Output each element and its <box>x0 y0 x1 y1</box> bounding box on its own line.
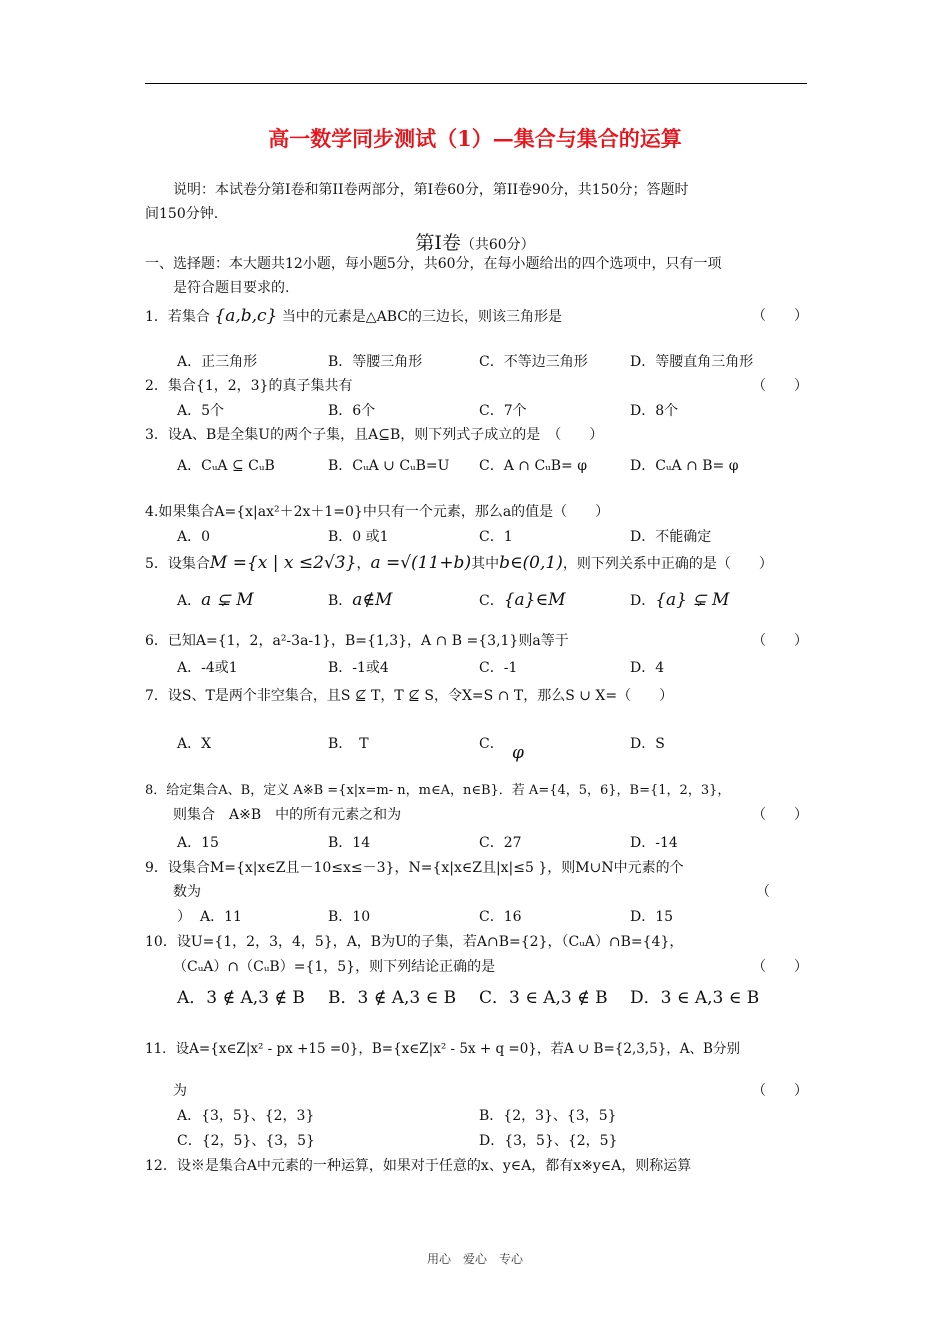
q7-option-c: C． <box>479 736 504 752</box>
q8-option-b: B．14 <box>328 835 371 851</box>
q7-option-c-phi: φ <box>512 743 524 763</box>
q5-a-expr: a =√(11+b) <box>370 553 472 573</box>
q6-answer-paren: （ ） <box>752 633 808 649</box>
q6-option-c: C．-1 <box>479 660 518 676</box>
q2-option-a: A．5个 <box>177 403 225 419</box>
q2-stem: 2．集合{1，2，3}的真子集共有 <box>145 378 353 394</box>
q4-option-d: D．不能确定 <box>630 529 712 545</box>
page-footer: 用心 爱心 专心 <box>426 1252 523 1266</box>
q9-option-b: B．10 <box>328 909 371 925</box>
q5-option-c: C．{a}∈M <box>479 590 566 610</box>
q8-stem-line-2: 则集合 A※B 中的所有元素之和为 <box>173 807 402 823</box>
q6-option-d: D．4 <box>630 660 665 676</box>
q9-stem-line-2: 数为 <box>173 884 201 900</box>
q10-answer-paren: （ ） <box>752 959 808 975</box>
q10-option-d: D．3 ∈ A,3 ∈ B <box>630 988 760 1008</box>
q5-set-m: M ={x | x ≤2√3} <box>209 553 357 573</box>
q7-stem: 7．设S、T是两个非空集合，且S ⊈ T，T ⊈ S，令X=S ∩ T，那么S ∪ X=（ ） <box>145 688 674 704</box>
part1-line-2: 是符合题目要求的. <box>173 280 290 296</box>
q8-answer-paren: （ ） <box>752 807 808 823</box>
q11-answer-paren: （ ） <box>752 1083 808 1099</box>
q4-stem: 4.如果集合A={x|ax²＋2x＋1=0}中只有一个元素，那么a的值是（ ） <box>145 504 610 520</box>
q8-option-d: D．-14 <box>630 835 678 851</box>
q4-option-b: B．0 或1 <box>328 529 389 545</box>
page-title: 高一数学同步测试（1）—集合与集合的运算 <box>268 126 682 151</box>
q1-answer-paren: （ ） <box>752 308 808 324</box>
q12-stem: 12．设※是集合A中元素的一种运算，如果对于任意的x、y∈A，都有x※y∈A，则称运算 <box>145 1158 692 1174</box>
q1-option-b: B．等腰三角形 <box>328 354 423 370</box>
q10-stem-line-2: （CᵤA）∩（CᵤB）={1，5}，则下列结论正确的是 <box>173 959 496 975</box>
intro-line-1: 说明：本试卷分第Ⅰ卷和第II卷两部分，第Ⅰ卷60分，第II卷90分，共150分；答题时 <box>173 182 689 198</box>
q2-option-b: B．6个 <box>328 403 376 419</box>
q8-option-a: A．15 <box>177 835 219 851</box>
q5-option-d: D．{a} ⊊ M <box>630 590 730 610</box>
q11-option-c: C．{2，5}、{3，5} <box>177 1133 315 1149</box>
q6-stem: 6．已知A={1，2，a²-3a-1}，B={1,3}，A ∩ B ={3,1}则a等于 <box>145 633 569 649</box>
q6-option-b: B．-1或4 <box>328 660 389 676</box>
header-rule <box>145 83 807 84</box>
q3-option-d: D．CᵤA ∩ B= φ <box>630 458 739 474</box>
q7-option-a: A．X <box>177 736 212 752</box>
q1-set: {a,b,c} <box>214 306 278 326</box>
part1-line-1: 一、选择题：本大题共12小题，每小题5分，共60分，在每小题给出的四个选项中，只有一项 <box>145 256 722 272</box>
q6-option-a: A．-4或1 <box>177 660 238 676</box>
q3-option-c: C．A ∩ CᵤB= φ <box>479 458 588 474</box>
q9-option-d: D．15 <box>630 909 674 925</box>
q4-option-a: A．0 <box>177 529 211 545</box>
q5-stem: 5．设集合M ={x | x ≤2√3}，a =√(11+b)其中b∈(0,1)，则下列关系中正确的是（ ） <box>145 553 773 573</box>
q8-option-c: C．27 <box>479 835 522 851</box>
q10-option-a: A．3 ∉ A,3 ∉ B <box>177 988 305 1008</box>
intro-line-2: 间150分钟. <box>145 206 219 222</box>
q8-stem-line-1: 8．给定集合A、B，定义 A※B ={x|x=m- n，m∈A，n∈B}．若 A={4，5，6}，B={1，2，3}， <box>145 783 731 798</box>
q5-b-expr: b∈(0,1) <box>499 553 563 573</box>
q9-option-a: A．11 <box>200 909 242 925</box>
q7-option-b: B． T <box>328 736 369 752</box>
q11-option-a: A．{3，5}、{2，3} <box>177 1108 315 1124</box>
section-heading <box>0 228 950 255</box>
q3-stem: 3．设A、B是全集U的两个子集，且A⊆B，则下列式子成立的是 （ ） <box>145 427 604 443</box>
q11-stem-line-2: 为 <box>173 1083 187 1099</box>
q2-answer-paren: （ ） <box>752 378 808 394</box>
q1-option-c: C．不等边三角形 <box>479 354 588 370</box>
q9-stem-line-1: 9．设集合M={x|x∈Z且－10≤x≤－3}，N={x|x∈Z且|x|≤5 }，则M∪N中元素的个 <box>145 860 684 876</box>
q5-option-b: B．a∉M <box>328 590 393 610</box>
section-title: 第Ⅰ卷 <box>415 232 461 254</box>
q5-option-a: A．a ⊊ M <box>177 590 254 610</box>
q10-option-b: B．3 ∉ A,3 ∈ B <box>328 988 457 1008</box>
q11-stem-line-1: 11．设A={x∈Z|x² - px +15 =0}，B={x∈Z|x² - 5x + q =0}，若A ∪ B={2,3,5}，A、B分别 <box>145 1041 740 1057</box>
q9-option-c: C．16 <box>479 909 522 925</box>
q9-answer-paren-close: ） <box>177 909 191 925</box>
q3-option-a: A．CᵤA ⊆ CᵤB <box>177 458 275 474</box>
q1-option-a: A．正三角形 <box>177 354 258 370</box>
q7-option-d: D．S <box>630 736 665 752</box>
q2-option-c: C．7个 <box>479 403 527 419</box>
q11-option-d: D．{3，5}、{2，5} <box>479 1133 618 1149</box>
section-score: （共60分） <box>460 237 535 253</box>
q2-option-d: D．8个 <box>630 403 679 419</box>
q3-option-b: B．CᵤA ∪ CᵤB=U <box>328 458 450 474</box>
q1-option-d: D．等腰直角三角形 <box>630 354 754 370</box>
q1-stem: 1．若集合 {a,b,c} 当中的元素是△ABC的三边长，则该三角形是 <box>145 306 562 326</box>
q11-option-b: B．{2，3}、{3，5} <box>479 1108 617 1124</box>
q4-option-c: C．1 <box>479 529 513 545</box>
q10-stem-line-1: 10．设U={1，2，3，4，5}，A，B为U的子集，若A∩B={2}，（CᵤA）∩B={4}， <box>145 934 684 950</box>
q9-answer-paren-open: （ <box>756 884 770 900</box>
q10-option-c: C．3 ∈ A,3 ∉ B <box>479 988 608 1008</box>
